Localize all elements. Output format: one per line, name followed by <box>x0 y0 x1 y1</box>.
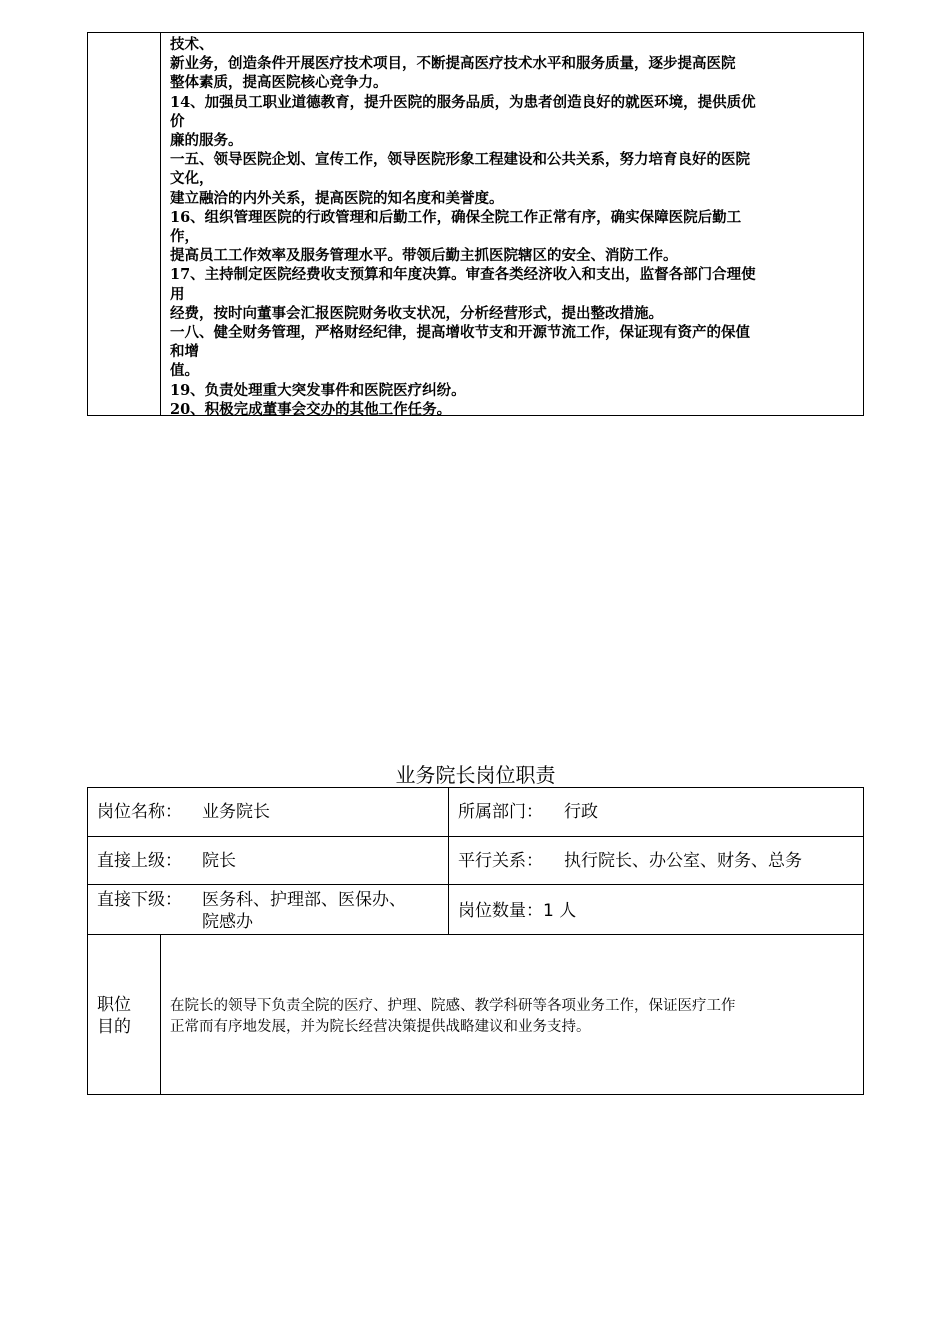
duties-line: 作， <box>170 228 199 246</box>
duties-line: 值。 <box>170 362 199 380</box>
duties-line: 一八、健全财务管理，严格财经纪律，提高增收节支和开源节流工作，保证现有资产的保值 <box>170 324 750 342</box>
purpose-line: 正常而有序地发展，并为院长经营决策提供战略建议和业务支持。 <box>170 1019 591 1035</box>
duties-line: 和增 <box>170 343 199 361</box>
duties-continuation-table <box>87 32 864 416</box>
column-divider <box>448 788 449 934</box>
duties-line: 用 <box>170 285 185 303</box>
superior-value: 院长 <box>202 851 236 871</box>
duties-line: 一五、领导医院企划、宣传工作，领导医院形象工程建设和公共关系，努力培育良好的医院 <box>170 151 750 169</box>
row-divider <box>88 884 863 885</box>
duties-line: 技术、 <box>170 36 214 53</box>
duties-line: 新业务，创造条件开展医疗技术项目，不断提高医疗技术水平和服务质量，逐步提高医院 <box>170 55 736 73</box>
position-name-value: 业务院长 <box>202 802 270 822</box>
purpose-text <box>170 996 850 1038</box>
row-divider <box>88 836 863 837</box>
page-title: 业务院长岗位职责 <box>395 763 556 787</box>
duties-line: 14、加强员工职业道德教育，提升医院的服务品质，为患者创造良好的就医环境，提供质优 <box>170 93 756 111</box>
duties-line: 经费，按时向董事会汇报医院财务收支状况，分析经营形式，提出整改措施。 <box>170 304 663 322</box>
duties-line: 整体素质，提高医院核心竞争力。 <box>170 74 388 92</box>
subordinate-value: 医务科、护理部、医保办、 <box>202 890 406 910</box>
parallel-label: 平行关系： <box>458 851 543 871</box>
subordinate-value: 院感办 <box>202 912 253 932</box>
column-divider <box>160 934 161 1095</box>
duties-line: 价 <box>170 112 185 130</box>
superior-label: 直接上级： <box>97 851 182 871</box>
subordinate-label: 直接下级： <box>97 890 182 910</box>
parallel-value: 执行院长、办公室、财务、总务 <box>564 851 802 871</box>
duties-line: 19、负责处理重大突发事件和医院医疗纠纷。 <box>170 381 466 399</box>
count-label: 岗位数量： <box>458 901 543 921</box>
job-info-table <box>87 787 864 1095</box>
purpose-label: 职位 <box>97 995 131 1015</box>
count-value: 1 人 <box>543 901 577 921</box>
duties-line: 建立融洽的内外关系，提高医院的知名度和美誉度。 <box>170 189 504 207</box>
duties-label-cell <box>88 33 161 415</box>
duties-list <box>170 35 850 419</box>
purpose-line: 在院长的领导下负责全院的医疗、护理、院感、教学科研等各项业务工作，保证医疗工作 <box>170 998 736 1014</box>
duties-line: 17、主持制定医院经费收支预算和年度决算。审查各类经济收入和支出，监督各部门合理使 <box>170 266 756 284</box>
duties-line: 廉的服务。 <box>170 132 243 150</box>
duties-line: 提高员工工作效率及服务管理水平。带领后勤主抓医院辖区的安全、消防工作。 <box>170 247 678 265</box>
position-name-label: 岗位名称： <box>97 802 182 822</box>
duties-line: 文化， <box>170 170 214 188</box>
department-value: 行政 <box>564 802 598 822</box>
row-divider <box>88 934 863 935</box>
department-label: 所属部门： <box>458 802 543 822</box>
duties-line: 16、组织管理医院的行政管理和后勤工作，确保全院工作正常有序，确实保障医院后勤工 <box>170 208 742 226</box>
purpose-label: 目的 <box>97 1017 131 1037</box>
duties-line: 20、积极完成董事会交办的其他工作任务。 <box>170 400 452 418</box>
